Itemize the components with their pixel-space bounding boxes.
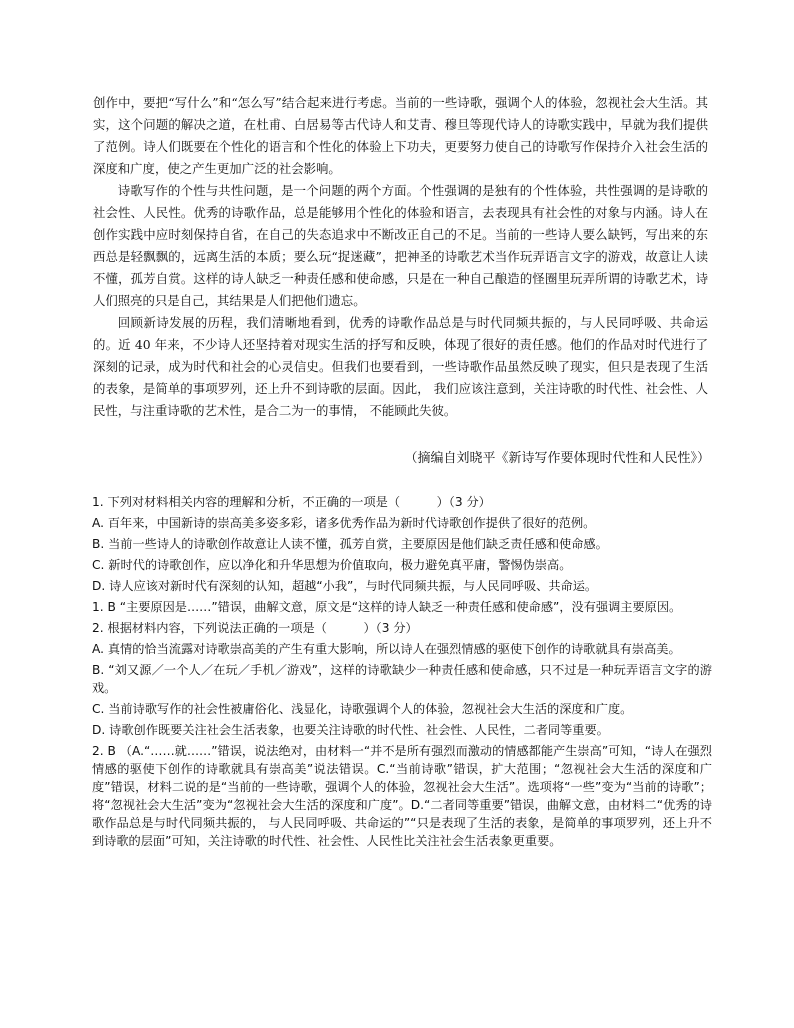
source-citation: （摘编自刘晓平《新诗写作要体现时代性和人民性》） — [404, 451, 710, 466]
question-1-option-b: B. 当前一些诗人的诗歌创作故意让人读不懂，孤芳自赏，主要原因是他们缺乏责任感和使命感。 — [92, 537, 608, 551]
question-2-option-c: C. 当前诗歌写作的社会性被庸俗化、浅显化，诗歌强调个人的体验，忽视社会大生活的深度和广度。 — [92, 702, 633, 716]
question-2-option-d: D. 诗歌创作既要关注社会生活表象，也要关注诗歌的时代性、社会性、人民性，二者同等重要。 — [92, 723, 609, 737]
passage — [93, 92, 708, 422]
question-1-option-d: D. 诗人应该对新时代有深刻的认知，超越“小我”，与时代同频共振，与人民同呼吸、共命运。 — [92, 579, 598, 593]
questions-section — [92, 493, 712, 853]
question-2-stem: 2. 根据材料内容，下列说法正确的一项是（ ）（3 分） — [92, 621, 418, 635]
passage-paragraph-3: 回顾新诗发展的历程，我们清晰地看到，优秀的诗歌作品总是与时代同频共振的，与人民同呼吸、共命运的。近 40 年来，不少诗人还坚持着对现实生活的抒写和反映，体现了很好的责任感。他们的作品对时代进行了深刻的记录，成为时代和社会的心灵信史。但我们也要看到，一些诗歌作品虽然反映了现实，但只是表现了生活的表象，是简单的事项罗列，还上升不到诗歌的层面。因此， 我们应该注意到，关注诗歌的时代性、社会性、人民性，与注重诗歌的艺术性，是合二为一的事情， 不能顾此失彼。 — [93, 315, 708, 418]
passage-paragraph-2: 诗歌写作的个性与共性问题，是一个问题的两个方面。个性强调的是独有的个性体验，共性强调的是诗歌的社会性、人民性。优秀的诗歌作品，总是能够用个性化的体验和语言，去表现具有社会性的对象与内涵。诗人在创作实践中应时刻保持自省，在自己的失态追求中不断改正自己的不足。当前的一些诗人要么缺钙，写出来的东西总是轻飘飘的，远离生活的本质；要么玩“捉迷藏”，把神圣的诗歌艺术当作玩弄语言文字的游戏，故意让人读不懂，孤芳自赏。这样的诗人缺乏一种责任感和使命感，只是在一种自己酿造的怪圈里玩弄所谓的诗歌艺术，诗人们照亮的只是自己，其结果是人们把他们遗忘。 — [93, 183, 708, 308]
passage-paragraph-1: 创作中，要把“写什么”和“怎么写”结合起来进行考虑。当前的一些诗歌，强调个人的体验，忽视社会大生活。其实，这个问题的解决之道，在杜甫、白居易等古代诗人和艾青、穆旦等现代诗人的诗歌实践中，早就为我们提供了范例。诗人们既要在个性化的语言和个性化的体验上下功夫，更要努力使自己的诗歌写作保持介入社会生活的深度和广度，使之产生更加广泛的社会影响。 — [93, 95, 708, 176]
question-2-answer: 2. B （A.“……就……”错误，说法绝对，由材料一“并不是所有强烈而激动的情感都能产生崇高”可知，“诗人在强烈情感的驱使下创作的诗歌就具有崇高美”说法错误。C.“当前诗歌”错误，扩大范围；“忽视社会大生活的深度和广度”错误，材料二说的是“当前的一些诗歌，强调个人的体验，忽视社会大生活”。选项将“一些”变为“当前的诗歌”；将“忽视社会大生活”变为“忽视社会大生活的深度和广度”。D.“二者同等重要”错误，曲解文意，由材料二“优秀的诗歌作品总是与时代同频共振的， 与人民同呼吸、共命运的”“只是表现了生活的表象，是简单的事项罗列，还上升不到诗歌的层面”可知，关注诗歌的时代性、社会性、人民性比关注社会生活表象更重要。 — [92, 744, 712, 848]
question-1-option-c: C. 新时代的诗歌创作，应以净化和升华思想为价值取向，极力避免真平庸，警惕伪崇高。 — [92, 558, 572, 572]
question-2-option-a: A. 真情的恰当流露对诗歌崇高美的产生有重大影响，所以诗人在强烈情感的驱使下创作的诗歌就具有崇高美。 — [92, 642, 681, 656]
question-2-option-b: B. “刘又源／一个人／在玩／手机／游戏”，这样的诗歌缺少一种责任感和使命感，只不过是一种玩弄语言文字的游戏。 — [92, 663, 712, 695]
question-1-answer: 1. B “主要原因是……”错误，曲解文意，原文是“这样的诗人缺乏一种责任感和使命感”，没有强调主要原因。 — [92, 600, 682, 614]
question-1-stem: 1. 下列对材料相关内容的理解和分析，不正确的一项是（ ）（3 分） — [92, 495, 491, 509]
question-1-option-a: A. 百年来，中国新诗的崇高美多姿多彩，诸多优秀作品为新时代诗歌创作提供了很好的范例。 — [92, 516, 596, 530]
